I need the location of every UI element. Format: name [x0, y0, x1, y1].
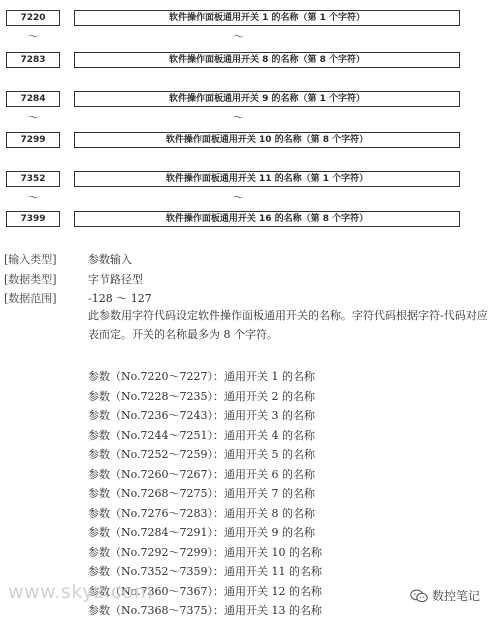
param-list-item: 参数（No.7244～7251）：通用开关 4 的名称 [88, 428, 316, 442]
param-list-item: 参数（No.7220～7227）：通用开关 1 的名称 [88, 370, 316, 383]
param-number: 7352 [6, 171, 60, 187]
param-name: 软件操作面板通用开关 1 的名称（第 1 个字符） [74, 10, 460, 26]
site-watermark: www.skyz.com [8, 581, 153, 603]
range-tilde: ～ [233, 111, 244, 124]
param-name: 软件操作面板通用开关 8 的名称（第 8 个字符） [74, 52, 460, 68]
param-list-item: 参数（No.7276～7283）：通用开关 8 的名称 [88, 506, 316, 520]
range-tilde: ～ [233, 30, 244, 43]
description-paragraph: 此参数用字符代码设定软件操作面板通用开关的名称。字符代码根据字符-代码对应表而定。开关的名称最多为 8 个字符。 [88, 309, 488, 341]
account-name: 数控笔记 [432, 589, 481, 603]
param-row [0, 91, 495, 107]
param-list-item: 参数（No.7260～7267）：通用开关 6 的名称 [88, 467, 316, 481]
param-row [0, 132, 495, 148]
param-list-item: 参数（No.7368～7375）：通用开关 13 的名称 [88, 604, 323, 617]
param-list-item: 参数（No.7284～7291）：通用开关 9 的名称 [88, 526, 316, 539]
data-range-value: -128 ～ 127 [88, 292, 152, 305]
param-number: 7299 [6, 132, 60, 148]
param-number: 7399 [6, 211, 60, 227]
param-list-item: 参数（No.7292～7299）：通用开关 10 的名称 [88, 545, 323, 559]
param-name: 软件操作面板通用开关 11 的名称（第 1 个字符） [74, 171, 460, 187]
range-tilde: ～ [28, 30, 39, 43]
param-row [0, 211, 495, 227]
data-range-label: [数据范围] [4, 292, 57, 305]
range-tilde: ～ [28, 111, 39, 124]
param-name: 软件操作面板通用开关 10 的名称（第 8 个字符） [74, 132, 460, 148]
param-number: 7283 [6, 52, 60, 68]
param-list-item: 参数（No.7268～7275）：通用开关 7 的名称 [88, 487, 316, 500]
param-name: 软件操作面板通用开关 9 的名称（第 1 个字符） [74, 91, 460, 107]
data-type-value: 字节路径型 [88, 273, 143, 286]
range-tilde: ～ [233, 191, 244, 204]
param-list-item: 参数（No.7252～7259）：通用开关 5 的名称 [88, 448, 316, 461]
param-list-item: 参数（No.7352～7359）：通用开关 11 的名称 [88, 565, 323, 578]
param-name: 软件操作面板通用开关 16 的名称（第 8 个字符） [74, 211, 460, 227]
account-watermark [410, 587, 480, 604]
param-row [0, 52, 495, 68]
param-row [0, 10, 495, 26]
range-tilde: ～ [28, 191, 39, 204]
data-type-label: [数据类型] [4, 273, 57, 286]
input-type-label: [输入类型] [4, 253, 57, 266]
param-number: 7220 [6, 10, 60, 26]
param-row [0, 171, 495, 187]
param-list-item: 参数（No.7228～7235）：通用开关 2 的名称 [88, 389, 316, 403]
param-list-item: 参数（No.7360～7367）：通用开关 12 的名称 [88, 584, 323, 598]
param-list-item: 参数（No.7236～7243）：通用开关 3 的名称 [88, 409, 316, 422]
param-number: 7284 [6, 91, 60, 107]
input-type-value: 参数输入 [88, 253, 132, 266]
wechat-icon [410, 589, 428, 603]
